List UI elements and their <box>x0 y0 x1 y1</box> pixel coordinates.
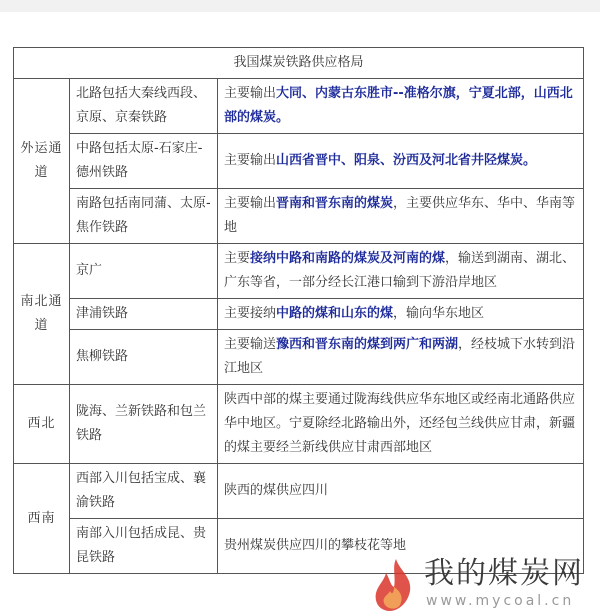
supply-cell: 主要接纳中路的煤和山东的煤，输向华东地区 <box>218 299 584 330</box>
table-row <box>14 330 584 385</box>
route-cell: 北路包括大秦线西段、京原、京秦铁路 <box>70 79 218 134</box>
route-cell: 津浦铁路 <box>70 299 218 330</box>
coal-rail-supply-table <box>13 47 584 574</box>
route-cell: 西部入川包括宝成、襄渝铁路 <box>70 464 218 519</box>
table-row <box>14 134 584 189</box>
supply-cell: 主要输出山西省晋中、阳泉、汾西及河北省井陉煤炭。 <box>218 134 584 189</box>
table-title: 我国煤炭铁路供应格局 <box>14 48 584 79</box>
site-watermark <box>370 555 600 615</box>
supply-cell: 主要输送豫西和晋东南的煤到两广和两湖，经枝城下水转到沿江地区 <box>218 330 584 385</box>
region-southwest: 西南 <box>14 464 70 574</box>
table-title-row <box>14 48 584 79</box>
table-row <box>14 299 584 330</box>
route-cell: 南部入川包括成昆、贵昆铁路 <box>70 519 218 574</box>
supply-cell: 主要接纳中路和南路的煤炭及河南的煤，输送到湖南、湖北、广东等省，一部分经长江港口输到下游沿岸地区 <box>218 244 584 299</box>
watermark-brand: 我的煤炭网 <box>424 556 584 591</box>
supply-cell: 陕西的煤供应四川 <box>218 464 584 519</box>
flame-logo-icon <box>370 557 420 613</box>
watermark-url: www.mycoal.cn <box>426 593 575 609</box>
table-row <box>14 189 584 244</box>
region-north-south: 南北通道 <box>14 244 70 385</box>
supply-cell: 主要输出大同、内蒙古东胜市--准格尔旗，宁夏北部，山西北部的煤炭。 <box>218 79 584 134</box>
supply-cell: 主要输出晋南和晋东南的煤炭，主要供应华东、华中、华南等地 <box>218 189 584 244</box>
route-cell: 陇海、兰新铁路和包兰铁路 <box>70 385 218 464</box>
region-outbound: 外运通道 <box>14 79 70 244</box>
route-cell: 焦柳铁路 <box>70 330 218 385</box>
table-row <box>14 79 584 134</box>
route-cell: 中路包括太原-石家庄-德州铁路 <box>70 134 218 189</box>
supply-cell: 陕西中部的煤主要通过陇海线供应华东地区或经南北通路供应华中地区。宁夏除经北路输出外，还经包兰线供应甘肃，新疆的煤主要经兰新线供应甘肃西部地区 <box>218 385 584 464</box>
table-row <box>14 244 584 299</box>
region-northwest: 西北 <box>14 385 70 464</box>
supply-cell: 贵州煤炭供应四川的攀枝花等地 <box>218 519 584 574</box>
route-cell: 京广 <box>70 244 218 299</box>
table-row <box>14 385 584 464</box>
table-row <box>14 464 584 519</box>
top-strip <box>0 0 600 12</box>
route-cell: 南路包括南同蒲、太原-焦作铁路 <box>70 189 218 244</box>
